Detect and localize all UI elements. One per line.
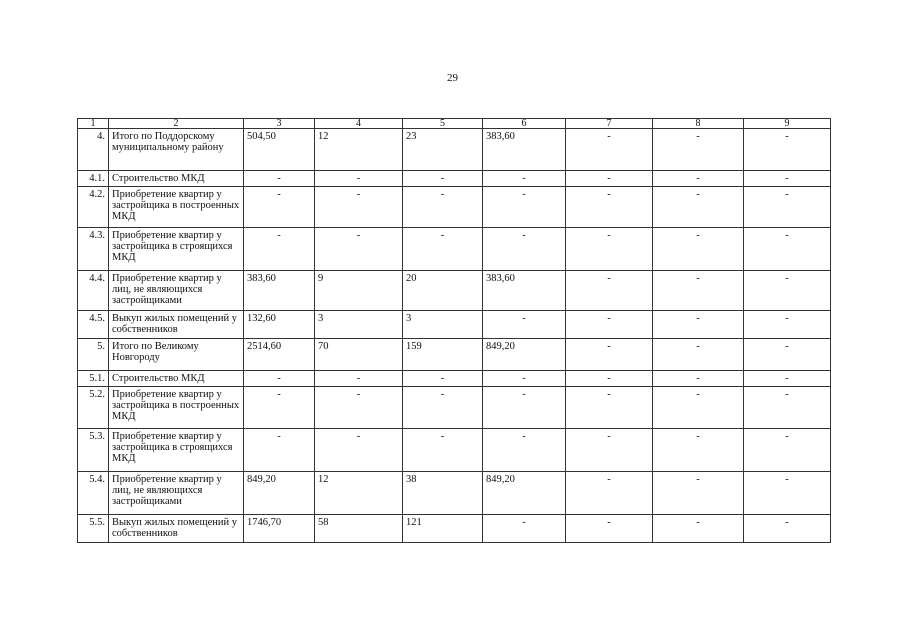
table-cell: - bbox=[653, 271, 744, 311]
table-cell: 5. bbox=[78, 339, 109, 371]
table-row bbox=[78, 339, 831, 371]
table-cell: - bbox=[653, 171, 744, 187]
table-cell: - bbox=[244, 228, 315, 271]
table-cell: - bbox=[403, 228, 483, 271]
table-cell: 4.3. bbox=[78, 228, 109, 271]
table-cell: - bbox=[744, 171, 831, 187]
column-header: 8 bbox=[653, 119, 744, 129]
table-cell: - bbox=[653, 339, 744, 371]
table-cell: - bbox=[744, 228, 831, 271]
table-cell: - bbox=[566, 515, 653, 543]
table-cell: - bbox=[653, 311, 744, 339]
table-cell: - bbox=[653, 429, 744, 472]
column-header: 3 bbox=[244, 119, 315, 129]
table-cell: - bbox=[315, 371, 403, 387]
table-cell: - bbox=[744, 429, 831, 472]
table-cell: - bbox=[244, 171, 315, 187]
table-cell: - bbox=[403, 429, 483, 472]
table-cell: - bbox=[653, 387, 744, 429]
table-cell: Приобретение квартир у застройщика в строящихся МКД bbox=[109, 228, 244, 271]
table-cell: - bbox=[483, 371, 566, 387]
table-cell: 849,20 bbox=[244, 472, 315, 515]
table-cell: - bbox=[315, 187, 403, 228]
table-cell: - bbox=[566, 429, 653, 472]
table-cell: Приобретение квартир у застройщика в построенных МКД bbox=[109, 387, 244, 429]
table-cell: - bbox=[403, 187, 483, 228]
table-cell: Итого по Великому Новгороду bbox=[109, 339, 244, 371]
table-cell: - bbox=[403, 371, 483, 387]
table-cell: Приобретение квартир у лиц, не являющихся застройщиками bbox=[109, 271, 244, 311]
table-cell: - bbox=[744, 271, 831, 311]
table-cell: - bbox=[244, 187, 315, 228]
table-cell: Приобретение квартир у лиц, не являющихся застройщиками bbox=[109, 472, 244, 515]
table-cell: 5.3. bbox=[78, 429, 109, 472]
table-cell: 849,20 bbox=[483, 472, 566, 515]
table-cell: 9 bbox=[315, 271, 403, 311]
table-cell: 12 bbox=[315, 129, 403, 171]
table-cell: - bbox=[483, 171, 566, 187]
column-header: 5 bbox=[403, 119, 483, 129]
table-cell: Итого по Поддорскому муниципальному району bbox=[109, 129, 244, 171]
table-cell: - bbox=[403, 387, 483, 429]
table-cell: - bbox=[744, 129, 831, 171]
table-cell: - bbox=[483, 515, 566, 543]
table-cell: - bbox=[315, 228, 403, 271]
table-row bbox=[78, 171, 831, 187]
table-cell: - bbox=[653, 228, 744, 271]
table-cell: 383,60 bbox=[483, 271, 566, 311]
table-cell: - bbox=[744, 311, 831, 339]
page-number: 29 bbox=[447, 72, 458, 84]
table-cell: - bbox=[244, 429, 315, 472]
table-body bbox=[78, 119, 831, 543]
table-row bbox=[78, 129, 831, 171]
table-cell: Выкуп жилых помещений у собственников bbox=[109, 515, 244, 543]
table-cell: - bbox=[744, 339, 831, 371]
table-cell: - bbox=[483, 387, 566, 429]
table-cell: - bbox=[653, 129, 744, 171]
table-row bbox=[78, 311, 831, 339]
table-cell: 1746,70 bbox=[244, 515, 315, 543]
column-header: 1 bbox=[78, 119, 109, 129]
table-cell: - bbox=[244, 371, 315, 387]
table-row bbox=[78, 228, 831, 271]
table-cell: 4.1. bbox=[78, 171, 109, 187]
table-cell: 3 bbox=[403, 311, 483, 339]
table-cell: - bbox=[566, 371, 653, 387]
table-cell: Приобретение квартир у застройщика в строящихся МКД bbox=[109, 429, 244, 472]
table-cell: - bbox=[315, 171, 403, 187]
table-row bbox=[78, 371, 831, 387]
table-cell: 4.5. bbox=[78, 311, 109, 339]
table-cell: 383,60 bbox=[244, 271, 315, 311]
table-cell: - bbox=[566, 387, 653, 429]
table-cell: 159 bbox=[403, 339, 483, 371]
table-cell: - bbox=[403, 171, 483, 187]
table-cell: 5.4. bbox=[78, 472, 109, 515]
table-cell: 20 bbox=[403, 271, 483, 311]
table-cell: - bbox=[566, 129, 653, 171]
table-row bbox=[78, 387, 831, 429]
table-cell: 4.4. bbox=[78, 271, 109, 311]
table-cell: - bbox=[315, 429, 403, 472]
table-row bbox=[78, 429, 831, 472]
table-cell: 383,60 bbox=[483, 129, 566, 171]
table-cell: - bbox=[566, 311, 653, 339]
column-header: 2 bbox=[109, 119, 244, 129]
table-cell: 132,60 bbox=[244, 311, 315, 339]
table-cell: 5.2. bbox=[78, 387, 109, 429]
table-cell: - bbox=[744, 472, 831, 515]
table-cell: - bbox=[566, 187, 653, 228]
table-cell: - bbox=[566, 228, 653, 271]
table-cell: 5.5. bbox=[78, 515, 109, 543]
table-row bbox=[78, 472, 831, 515]
table-cell: Строительство МКД bbox=[109, 171, 244, 187]
table-cell: - bbox=[244, 387, 315, 429]
table-cell: 70 bbox=[315, 339, 403, 371]
table-cell: 38 bbox=[403, 472, 483, 515]
table-cell: - bbox=[483, 311, 566, 339]
table-cell: - bbox=[315, 387, 403, 429]
table-cell: - bbox=[566, 339, 653, 371]
table-cell: - bbox=[566, 472, 653, 515]
table-cell: 12 bbox=[315, 472, 403, 515]
table-cell: Приобретение квартир у застройщика в построенных МКД bbox=[109, 187, 244, 228]
column-header: 6 bbox=[483, 119, 566, 129]
table-cell: - bbox=[653, 371, 744, 387]
table-cell: - bbox=[744, 387, 831, 429]
table-cell: - bbox=[653, 515, 744, 543]
table-cell: - bbox=[653, 472, 744, 515]
table-cell: 23 bbox=[403, 129, 483, 171]
table-cell: - bbox=[566, 171, 653, 187]
table-cell: 504,50 bbox=[244, 129, 315, 171]
table-cell: - bbox=[744, 371, 831, 387]
column-header: 7 bbox=[566, 119, 653, 129]
table-header-row bbox=[78, 119, 831, 129]
table-cell: - bbox=[744, 187, 831, 228]
table-cell: - bbox=[566, 271, 653, 311]
table-cell: Выкуп жилых помещений у собственников bbox=[109, 311, 244, 339]
table-cell: - bbox=[483, 187, 566, 228]
table-row bbox=[78, 187, 831, 228]
table-cell: 2514,60 bbox=[244, 339, 315, 371]
table-cell: 121 bbox=[403, 515, 483, 543]
column-header: 4 bbox=[315, 119, 403, 129]
column-header: 9 bbox=[744, 119, 831, 129]
table-cell: 58 bbox=[315, 515, 403, 543]
table-cell: - bbox=[483, 429, 566, 472]
table-cell: 3 bbox=[315, 311, 403, 339]
housing-table bbox=[77, 118, 831, 543]
table-cell: 849,20 bbox=[483, 339, 566, 371]
table-cell: - bbox=[653, 187, 744, 228]
table-row bbox=[78, 515, 831, 543]
table-row bbox=[78, 271, 831, 311]
table-cell: 4. bbox=[78, 129, 109, 171]
table-cell: - bbox=[744, 515, 831, 543]
table-cell: 4.2. bbox=[78, 187, 109, 228]
table-cell: Строительство МКД bbox=[109, 371, 244, 387]
table-cell: 5.1. bbox=[78, 371, 109, 387]
table-cell: - bbox=[483, 228, 566, 271]
